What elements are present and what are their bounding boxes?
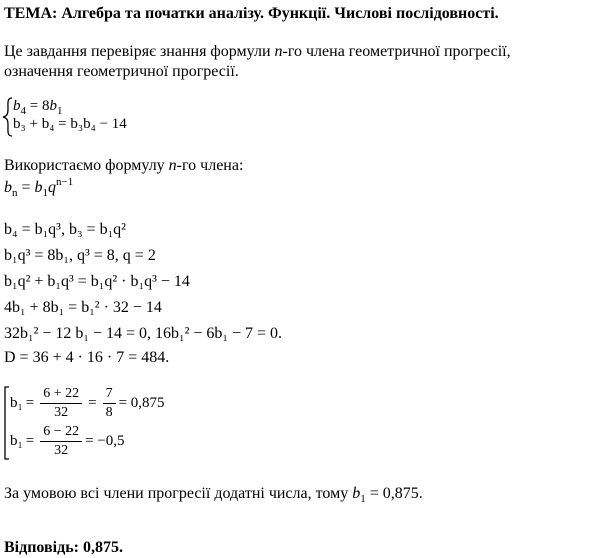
step-line: D = 36 + 4 · 16 · 7 = 484. (4, 349, 170, 366)
page-title: ТЕМА: Алгебра та початки аналізу. Функції. Числові послідовності. (4, 5, 499, 22)
intro-text-part2: -го члена геометричної прогресії, (282, 43, 511, 60)
step-line: b₄ = b₁q³, b₃ = b₁q² (4, 221, 126, 238)
roots-cases (4, 386, 304, 460)
step-line: 4b₁ + 8b₁ = b₁² · 32 − 14 (4, 299, 162, 316)
formula-intro: Використаємо формулу n-го члена: (4, 157, 244, 174)
fraction: $\frac{7}{8}$ (103, 386, 116, 421)
intro-n: n (274, 43, 283, 60)
step-line: b₁q³ = 8b₁, q³ = 8, q = 2 (4, 247, 156, 264)
root-case-1: b₁ = $\frac{6 + 22}{32}$ = $\frac{7}{8}$ = 0,875 (10, 386, 165, 420)
fraction: $\frac{6 - 22}{32}$ (40, 424, 82, 459)
step-line: b₁q² + b₁q³ = b₁q² · b₁q³ − 14 (4, 273, 190, 290)
system-equation-2: b₃ + b₄ = b₃b₄ − 14 (13, 116, 127, 132)
intro-line-1 (4, 42, 511, 62)
conclusion: За умовою всі члени прогресії додатні числа, тому $b_1 = 0,875$. (4, 485, 423, 505)
step-line: 32b₁² − 12 b₁ − 14 = 0, 16b₁² − 6b₁ − 7 = 0. (4, 325, 283, 342)
root-case-2: b₁ = $\frac{6 - 22}{32}$ = −0,5 (10, 424, 125, 458)
intro-text-part1: Це завдання перевіряє знання формули (4, 43, 275, 60)
fraction: $\frac{6 + 22}{32}$ (40, 386, 82, 421)
system-equation-1: $b_4 = 8b_1$ (13, 98, 63, 117)
answer: Відповідь: 0,875. (4, 539, 123, 556)
nth-term-formula: $b_n = b_1q^{n-1}$ (4, 176, 74, 199)
intro-line-2: означення геометричної прогресії. (4, 63, 239, 80)
